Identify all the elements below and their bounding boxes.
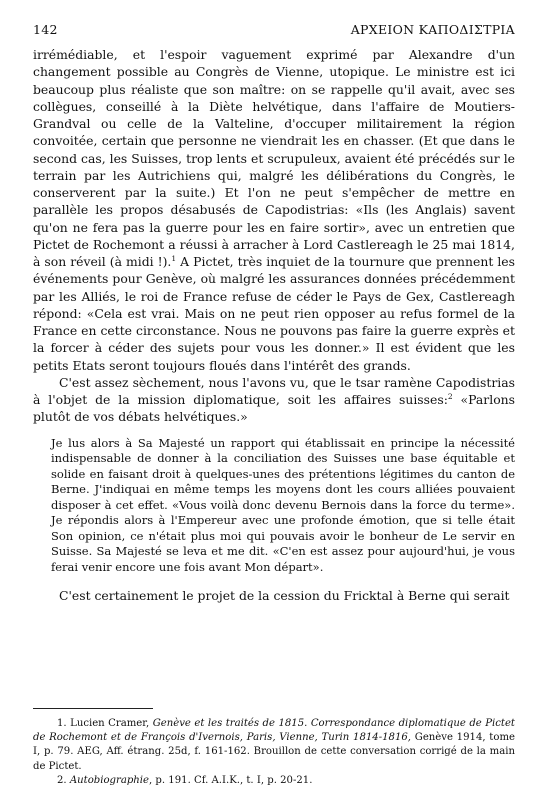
footnote-1-details: Genève 1914, tome I, p. 79. AEG, Aff. étrang. 25d, f. 161-162. Brouillon de cette conversation corrigé de la main de Pictet.	[33, 732, 515, 772]
footnote-1	[33, 717, 515, 774]
paragraph-1-text: irrémédiable, et l'espoir vaguement exprimé par Alexandre d'un changement possible au Congrès de Vienne, utopique. Le ministre est ici beaucoup plus réaliste que son maître: on se rappelle qu'il avait, avec ses collègues, conseillé à la Diète helvétique, dans l'affaire de Moutiers-Grandval ou celle de la Valteline, d'occuper militairement la région convoitée, certain que personne ne viendrait les en chasser. (Et que dans le second cas, les Suisses, trop lents et scrupuleux, avaient été précédés sur le terrain par les Autrichiens qui, malgré les délibérations du Congrès, le conserverent par la suite.) Et l'on ne peut s'empêcher de mettre en parallèle les propos désabusés de Capodistrias: «Ils (les Anglais) savent qu'on ne fera pas la guerre pour les en faire sortir», avec un entretien que Pictet de Rochemont a réussi à arracher à Lord Castlereagh le 25 mai 1814, à son réveil (à midi !).	[33, 47, 515, 269]
footnote-2-title: Autobiographie	[66, 774, 150, 786]
paragraph-2-text: C'est assez sèchement, nous l'avons vu, que le tsar ramène Capodistrias à l'objet de la mission diplomatique, soit les affaires suisses:	[33, 374, 515, 407]
running-title: ΑΡΧΕΙΟΝ ΚΑΠΟΔΙΣΤΡΙΑ	[350, 22, 515, 37]
block-quote	[33, 436, 515, 576]
footnote-1-author: Lucien Cramer,	[66, 717, 153, 729]
main-text	[33, 46, 515, 604]
footnote-1-title: Genève et les traités de 1815. Correspondance diplomatique de Pictet de Rochemont et de François d'Ivernois, Paris, Vienne, Turin 1814-1816,	[33, 717, 515, 744]
footnote-1-number: 1.	[57, 717, 67, 729]
page-number: 142	[33, 22, 58, 37]
footnote-2-number: 2.	[57, 774, 67, 786]
footnote-divider	[33, 708, 153, 709]
footnote-2	[33, 774, 515, 788]
footnote-2-details: , p. 191. Cf. A.I.K., t. I, p. 20-21.	[149, 774, 313, 786]
page-header	[33, 22, 515, 37]
footnote-ref-1[interactable]: 1	[171, 253, 177, 263]
footnote-ref-2[interactable]: 2	[447, 391, 453, 401]
footnotes	[33, 717, 515, 788]
paragraph-2-continued: «Parlons plutôt de vos débats helvétiques.»	[33, 392, 515, 425]
paragraph-1-continued: A Pictet, très inquiet de la tournure que prennent les événements pour Genève, où malgré les assurances données précédemment par les Alliés, le roi de France refuse de céder le Pays de Gex, Castlereagh répond: «Cela est vrai. Mais on ne peut rien opposer au refus formel de la France en cette circonstance. Nous ne pouvons pas faire la guerre exprès et la forcer à céder des sujets pour vous les donner.» Il est évident que les petits Etats seront toujours floués dans l'intérêt des grands.	[33, 254, 515, 373]
block-quote-text: Je lus alors à Sa Majesté un rapport qui établissait en principe la nécessité indispensable de donner à la conciliation des Suisses une base équitable et solide en faisant droit à quelques-unes des prétentions légitimes du canton de Berne. J'indiquai en même temps les moyens dont les cours alliées pouvaient disposer à cet effet. «Vous voilà donc devenu Bernois dans la force du terme». Je répondis alors à l'Empereur avec une profonde émotion, que si telle était Son opinion, ce n'était plus moi qui pouvais avoir le bonheur de Le servir en Suisse. Sa Majesté se leva et me dit. «C'en est assez pour aujourd'hui, je vous ferai venir encore une fois avant Mon départ».	[51, 435, 515, 574]
paragraph-3: C'est certainement le projet de la cession du Fricktal à Berne qui serait	[59, 588, 510, 603]
paragraph-1	[33, 46, 515, 374]
paragraph-2	[33, 374, 515, 426]
